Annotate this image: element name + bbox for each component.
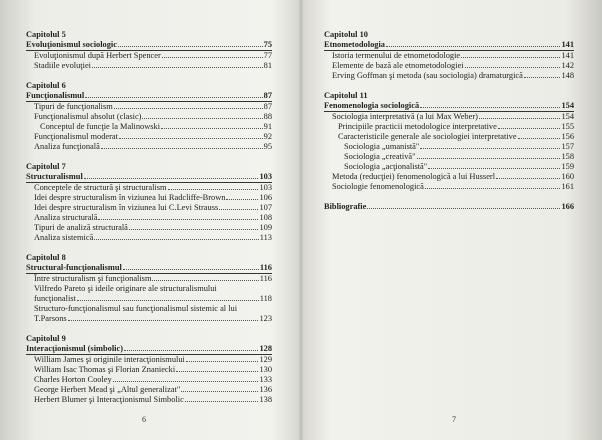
toc-entry-text: William Isac Thomas şi Florian Znaniecki: [34, 365, 176, 374]
toc-entry-text: Sociologia „umanistă": [344, 142, 420, 151]
chapter-label: Capitolul 11: [324, 91, 368, 100]
toc-entry-page: 133: [259, 375, 272, 384]
chapter-label: Capitolul 8: [26, 253, 66, 262]
toc-entry-text: Conceptele de structură şi structuralism: [34, 183, 167, 192]
chapter-page: 75: [263, 40, 272, 49]
toc-entry-text: Erving Goffman şi metoda (sau sociologia) dramaturgică: [332, 71, 523, 80]
dot-leader: [386, 40, 560, 47]
toc-entry-text: Sociologia „creativă": [344, 152, 416, 161]
dot-leader: [465, 61, 561, 68]
chapter-title-row: [26, 91, 272, 102]
chapter-title-row: [26, 40, 272, 51]
chapter-section: [26, 30, 272, 71]
toc-entry-page: 160: [561, 172, 574, 181]
toc-entry: [324, 152, 574, 162]
dot-leader: [85, 91, 262, 98]
dot-leader: [176, 365, 258, 372]
toc-entry: [26, 375, 272, 385]
chapter-title: Structural-funcţionalismul: [26, 263, 122, 272]
dot-leader: [518, 132, 561, 139]
dot-leader: [162, 51, 263, 58]
chapter-section: [26, 162, 272, 243]
dot-leader: [428, 162, 560, 169]
chapter-section: [26, 334, 272, 405]
dot-leader: [152, 274, 258, 281]
chapter-title: Evoluţionismul sociologic: [26, 40, 117, 49]
toc-entry-text: Metoda (reducţiei) fenomenologică a lui Husserl: [332, 172, 496, 181]
toc-entry: [324, 71, 574, 81]
toc-entry: [26, 223, 272, 233]
toc-entry-text: Herbert Blumer şi Interacţionismul Simbolic: [34, 395, 184, 404]
toc-entry-page: 161: [561, 182, 574, 191]
toc-entry-text: Vilfredo Pareto şi ideile originare ale structuralismului: [34, 284, 217, 293]
toc-entry-text: Între structuralism şi funcţionalism: [34, 274, 152, 283]
toc-entry-text: Istoria termenului de etnometodologie: [332, 51, 461, 60]
toc-entry-text: Principiile practicii metodologice interpretative: [338, 122, 497, 131]
toc-entry-page: 158: [561, 152, 574, 161]
toc-entry-page: 157: [561, 142, 574, 151]
dot-leader: [498, 122, 561, 129]
dot-leader: [420, 142, 560, 149]
toc-entry-page: 108: [259, 213, 272, 222]
toc-entry-text: Charles Horton Cooley: [34, 375, 112, 384]
chapter-title: Fenomenologia sociologică: [324, 101, 420, 110]
toc-entry-text: Sociologia „acţionalistă": [344, 162, 428, 171]
dot-leader: [129, 223, 259, 230]
toc-entry-text: George Herbert Mead şi „Altul generalizat": [34, 385, 181, 394]
toc-entry-page: 113: [259, 233, 272, 242]
toc-entry-text: Tipuri de analiză structurală: [34, 223, 128, 232]
dot-leader: [226, 193, 258, 200]
chapter-section: [324, 30, 574, 81]
chapter-title-row: [324, 101, 574, 112]
bibliography-title: Bibliografie: [324, 202, 367, 211]
toc-entry-text: Sociologia interpretativă (a lui Max Weber): [332, 112, 478, 121]
chapter-section: [26, 81, 272, 152]
toc-entry: [26, 112, 272, 122]
toc-entry: [26, 395, 272, 405]
toc-entry-text: Conceptul de funcţie la Malinowski: [40, 122, 161, 131]
toc-entry-page: 95: [263, 142, 272, 151]
toc-entry-page: 154: [561, 112, 574, 121]
toc-entry-text: Caracteristicile generale ale sociologiei interpretative: [338, 132, 517, 141]
toc-entry: [324, 172, 574, 182]
toc-entry: [26, 314, 272, 324]
toc-entry: [324, 162, 574, 172]
page-number-right: 7: [452, 415, 456, 424]
toc-entry-page: 88: [263, 112, 272, 121]
dot-leader: [123, 263, 259, 270]
toc-entry: [324, 112, 574, 122]
toc-entry-page: 155: [561, 122, 574, 131]
chapter-page: 87: [263, 91, 272, 100]
dot-leader: [113, 375, 259, 382]
toc-entry-text: William James şi originile interacţionismului: [34, 355, 185, 364]
left-toc: [26, 30, 272, 415]
dot-leader: [479, 112, 561, 119]
toc-entry: [26, 132, 272, 142]
chapter-page: 116: [259, 263, 272, 272]
chapter-title: Interacţionismul (simbolic): [26, 344, 124, 353]
toc-entry-page: 136: [259, 385, 272, 394]
dot-leader: [367, 202, 560, 209]
toc-entry-text: Analiza structurală: [34, 213, 98, 222]
toc-entry-page: 159: [561, 162, 574, 171]
dot-leader: [118, 40, 263, 47]
toc-entry: [26, 233, 272, 243]
chapter-label: Capitolul 10: [324, 30, 368, 39]
chapter-label: Capitolul 6: [26, 81, 66, 90]
toc-entry: [324, 142, 574, 152]
toc-entry: [26, 51, 272, 61]
chapter-title: Etnometodologia: [324, 40, 385, 49]
chapter-page: 141: [561, 40, 574, 49]
toc-entry: [26, 385, 272, 395]
toc-entry-line: [26, 284, 272, 294]
dot-leader: [77, 294, 259, 301]
right-toc: [324, 30, 574, 212]
toc-entry: [26, 122, 272, 132]
toc-entry-page: 141: [561, 51, 574, 60]
toc-entry-page: 106: [259, 193, 272, 202]
toc-entry: [26, 365, 272, 375]
chapter-title-row: [26, 344, 272, 355]
dot-leader: [185, 395, 259, 402]
dot-leader: [119, 132, 263, 139]
dot-leader: [186, 355, 259, 362]
bibliography-page: 166: [561, 202, 574, 211]
toc-entry: [26, 213, 272, 223]
toc-entry: [26, 274, 272, 284]
dot-leader: [68, 314, 259, 321]
toc-entry-cont: funcţionalist: [34, 294, 76, 303]
toc-entry-page: 130: [259, 365, 272, 374]
toc-entry: [324, 182, 574, 192]
toc-entry: [26, 102, 272, 112]
toc-entry-text: Funcţionalismul moderat: [34, 132, 118, 141]
toc-entry-text: Analiza funcţională: [34, 142, 100, 151]
toc-entry-page: 91: [263, 122, 272, 131]
dot-leader: [425, 182, 561, 189]
toc-entry: [324, 132, 574, 142]
dot-leader: [219, 203, 258, 210]
toc-entry-text: Stadiile evoluţiei: [34, 61, 91, 70]
toc-entry: [26, 183, 272, 193]
chapter-page: 128: [259, 344, 272, 353]
toc-entry-page: 138: [259, 395, 272, 404]
chapter-title: Structuralismul: [26, 172, 83, 181]
toc-entry: [324, 61, 574, 71]
toc-entry: [26, 355, 272, 365]
toc-entry: [26, 193, 272, 203]
toc-entry-text: Funcţionalismul absolut (clasic): [34, 112, 142, 121]
toc-entry-text: Tipuri de funcţionalism: [34, 102, 113, 111]
dot-leader: [461, 51, 560, 58]
chapter-page: 154: [561, 101, 574, 110]
page-number-left: 6: [142, 415, 146, 424]
dot-leader: [142, 112, 262, 119]
dot-leader: [181, 385, 258, 392]
toc-entry: [26, 294, 272, 304]
dot-leader: [94, 233, 258, 240]
toc-entry-page: 156: [561, 132, 574, 141]
toc-entry-text: Idei despre structuralism în viziunea lui C.Levi Strauss: [34, 203, 219, 212]
chapter-label: Capitolul 9: [26, 334, 66, 343]
dot-leader: [84, 172, 259, 179]
dot-leader: [161, 122, 263, 129]
toc-entry-page: 142: [561, 61, 574, 70]
bibliography-entry: [324, 202, 574, 212]
right-page: [302, 0, 602, 440]
dot-leader: [420, 101, 560, 108]
toc-entry-text: Elemente de bază ale etnometodologiei: [332, 61, 464, 70]
chapter-section: [324, 91, 574, 192]
toc-entry-text: Evoluţionismul după Herbert Spencer: [34, 51, 161, 60]
toc-entry-page: 148: [561, 71, 574, 80]
dot-leader: [98, 213, 258, 220]
toc-entry-page: 107: [259, 203, 272, 212]
toc-entry-page: 92: [263, 132, 272, 141]
toc-entry-page: 123: [259, 314, 272, 323]
toc-entry-text: Structuro-funcţionalismul sau funcţionalismul sistemic al lui: [34, 304, 238, 313]
dot-leader: [124, 344, 258, 351]
toc-entry-cont: T.Parsons: [34, 314, 67, 323]
toc-entry: [324, 122, 574, 132]
toc-entry: [26, 142, 272, 152]
toc-entry-page: 103: [259, 183, 272, 192]
dot-leader: [496, 172, 560, 179]
toc-entry-text: Idei despre structuralism în viziunea lui Radcliffe-Brown: [34, 193, 226, 202]
chapter-label: Capitolul 5: [26, 30, 66, 39]
dot-leader: [92, 61, 263, 68]
toc-entry-page: 77: [263, 51, 272, 60]
toc-entry-page: 129: [259, 355, 272, 364]
chapter-label: Capitolul 7: [26, 162, 66, 171]
dot-leader: [524, 71, 561, 78]
chapter-title-row: [324, 40, 574, 51]
toc-entry-text: Analiza sistemică: [34, 233, 94, 242]
dot-leader: [417, 152, 561, 159]
toc-entry-page: 116: [259, 274, 272, 283]
left-page: [0, 0, 300, 440]
toc-entry-line: [26, 304, 272, 314]
dot-leader: [114, 102, 263, 109]
toc-entry-page: 118: [259, 294, 272, 303]
toc-entry-page: 87: [263, 102, 272, 111]
chapter-page: 103: [259, 172, 272, 181]
chapter-section: [26, 253, 272, 324]
toc-entry: [26, 61, 272, 71]
toc-entry: [26, 203, 272, 213]
toc-entry: [324, 51, 574, 61]
chapter-title-row: [26, 172, 272, 183]
dot-leader: [101, 142, 263, 149]
toc-entry-text: Sociologie fenomenologică: [332, 182, 424, 191]
chapter-title: Funcţionalismul: [26, 91, 85, 100]
chapter-title-row: [26, 263, 272, 274]
dot-leader: [168, 183, 259, 190]
toc-entry-page: 109: [259, 223, 272, 232]
toc-entry-page: 81: [263, 61, 272, 70]
